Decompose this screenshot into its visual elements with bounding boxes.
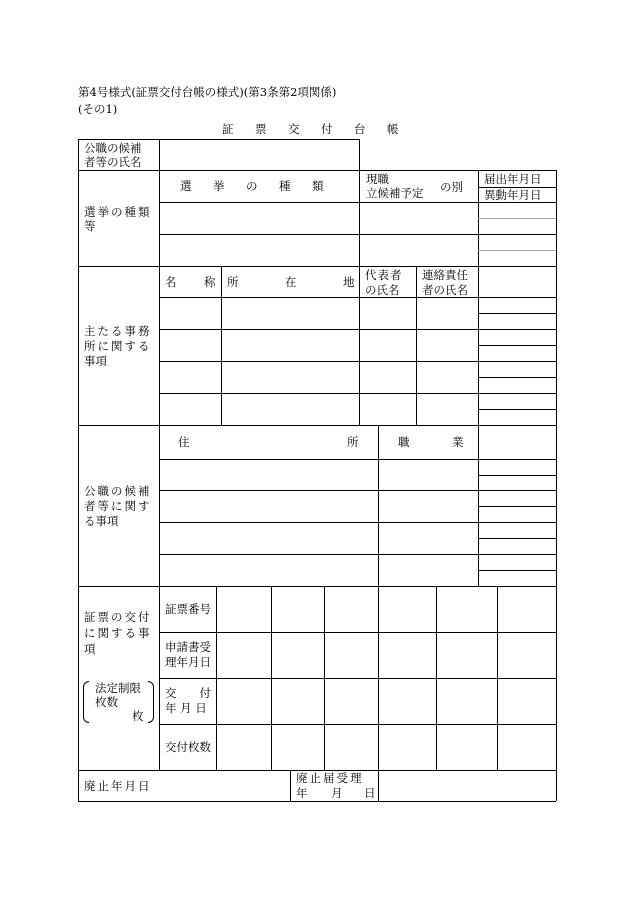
candidate-name-label-2: 者等の氏名: [84, 155, 142, 169]
office-name-header-a: 名: [165, 275, 177, 289]
page-title: 証 票 交 付 台 帳: [222, 122, 404, 136]
office-contact-header-1: 連絡責任: [422, 268, 468, 282]
limit-bracket-right: [148, 681, 154, 723]
date-header-changed: 異動年月日: [484, 188, 542, 202]
office-rep-header-2: の氏名: [365, 283, 400, 297]
candidate-job-header-b: 業: [452, 435, 464, 449]
limit-label-2: 枚数: [95, 695, 118, 709]
office-rep-header-1: 代表者: [365, 268, 403, 282]
office-section-label-1: 主たる事務: [84, 324, 152, 338]
office-address-header-a: 所: [227, 275, 239, 289]
status-header-suffix: の別: [440, 180, 463, 194]
election-section-label-2: 等: [84, 219, 96, 233]
candidate-section-label-1: 公職の候補: [84, 484, 152, 498]
limit-label-3: 枚: [132, 709, 144, 723]
abolition-notice-label: 廃止届受理: [296, 771, 364, 785]
status-header-current: 現職: [366, 172, 389, 186]
issuance-section-label-3: 項: [84, 642, 96, 656]
abolition-notice-year: 年: [296, 786, 308, 800]
office-name-header-b: 称: [204, 275, 216, 289]
limit-bracket-left: [83, 681, 89, 723]
status-header-planned: 立候補予定: [366, 186, 424, 200]
candidate-address-header-a: 住: [178, 435, 190, 449]
row-label-cert-number: 証票番号: [165, 602, 211, 616]
candidate-address-header-b: 所: [347, 435, 359, 449]
office-address-header-c: 地: [343, 275, 355, 289]
office-section-label-3: 事項: [84, 354, 107, 368]
abolition-date-label: 廃止年月日: [84, 779, 152, 793]
office-address-header-b: 在: [285, 275, 297, 289]
row-label-issue-date-2: 年 月 日: [165, 701, 207, 715]
election-type-header: 選 挙 の 種 類: [180, 179, 329, 193]
candidate-section-label-2: 者等に関す: [84, 499, 152, 513]
row-label-app-date-2: 理年月日: [165, 655, 211, 669]
form-subtitle: (その1): [78, 102, 118, 116]
row-label-issue-count: 交付枚数: [165, 740, 211, 754]
limit-label-1: 法定制限: [95, 681, 141, 695]
abolition-notice-month: 月: [331, 786, 343, 800]
issuance-section-label-1: 証票の交付: [84, 610, 152, 624]
row-label-issue-date-1: 交 付: [165, 686, 211, 700]
abolition-notice-day: 日: [364, 786, 376, 800]
candidate-job-header-a: 職: [398, 435, 410, 449]
office-contact-header-2: 者の氏名: [422, 283, 468, 297]
office-section-label-2: 所に関する: [84, 339, 152, 353]
candidate-name-label-1: 公職の候補: [84, 141, 142, 155]
date-header-filed: 届出年月日: [484, 172, 542, 186]
election-section-label-1: 選挙の種類: [84, 205, 152, 219]
candidate-section-label-3: る事項: [84, 514, 119, 528]
issuance-section-label-2: に関する事: [84, 626, 152, 640]
form-title: 第4号様式(証票交付台帳の様式)(第3条第2項関係): [78, 85, 337, 99]
row-label-app-date-1: 申請書受: [165, 640, 211, 654]
